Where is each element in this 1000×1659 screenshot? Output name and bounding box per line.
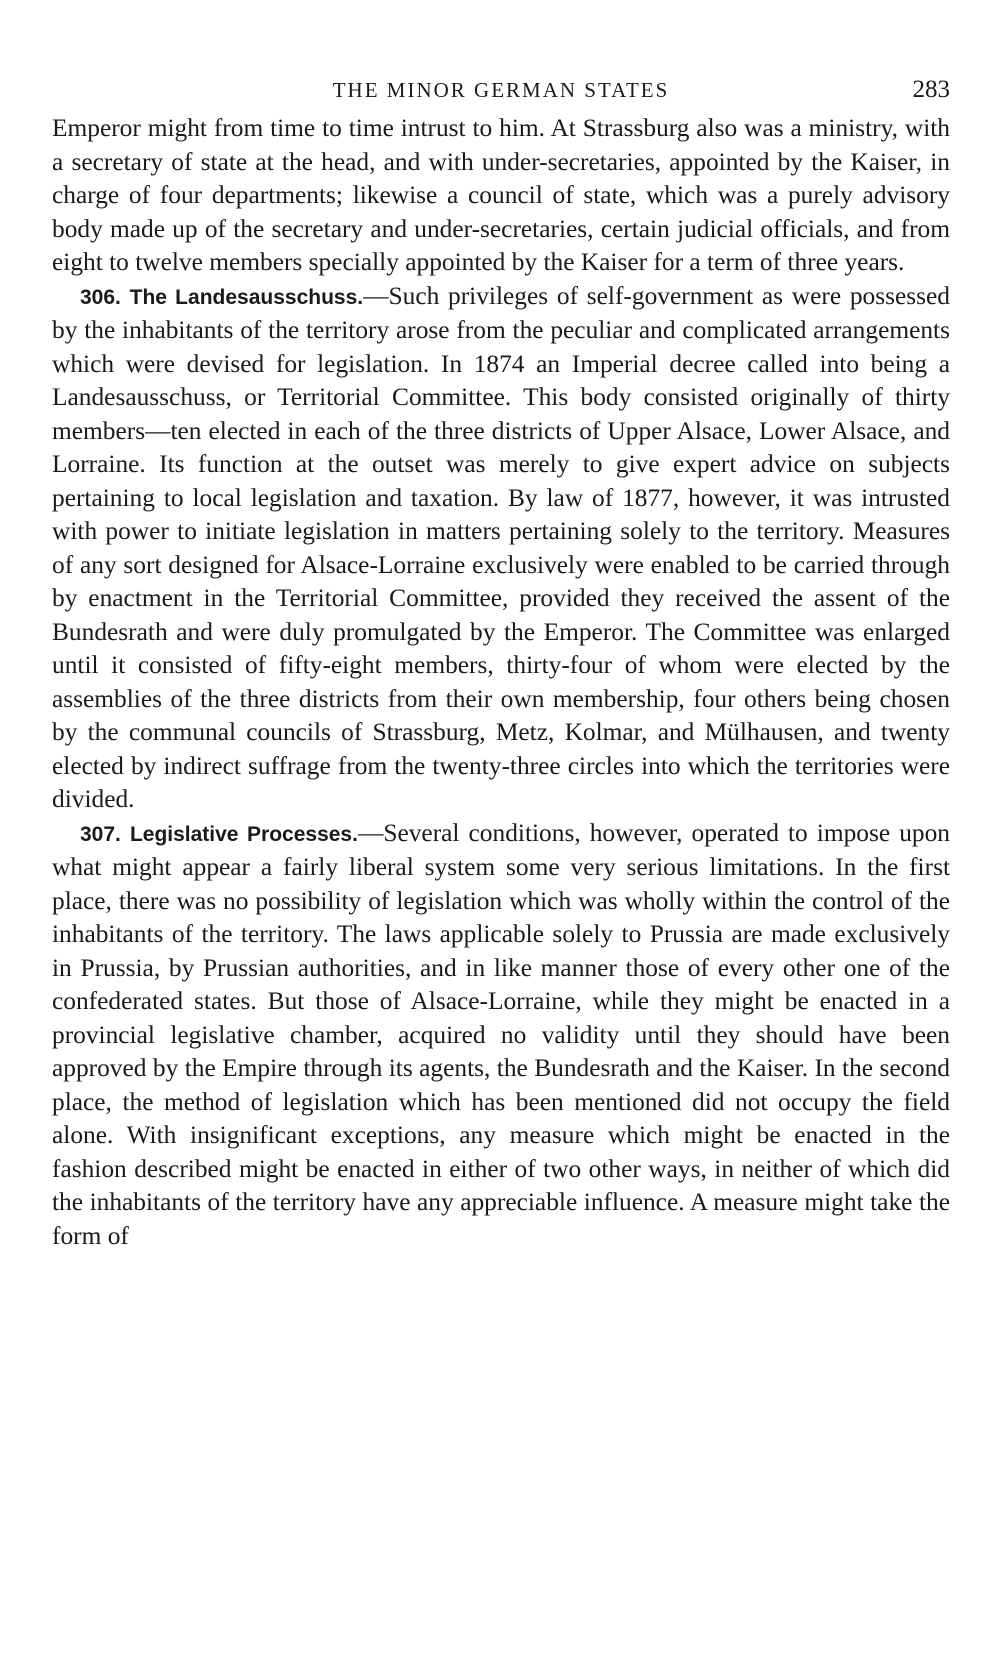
section-number: 306. (80, 285, 121, 309)
section-heading: Legislative Processes. (129, 822, 358, 846)
section-number: 307. (80, 822, 121, 846)
page-number: 283 (912, 76, 950, 103)
section-307 (52, 817, 950, 1254)
section-text: —Such privileges of self-government as were possessed by the inhabitants of the territory arose from the peculiar and complicated arrangements which were devised for legislation. In 1874 an Imperial decree called into being a Landesausschuss, or Territorial Committee. This body consisted originally of thirty members—ten elected in each of the three districts of Upper Alsace, Lower Alsace, and Lorraine. Its function at the outset was merely to give expert advice on subjects pertaining to local legislation and taxation. By law of 1877, however, it was intrusted with power to initiate legislation in matters pertaining solely to the territory. Measures of any sort designed for Alsace-Lorraine exclusively were enabled to be carried through by enactment in the Territorial Committee, provided they received the assent of the Bundesrath and were duly promulgated by the Emperor. The Committee was enlarged until it consisted of fifty-eight members, thirty-four of whom were elected by the assemblies of the three districts from their own membership, four others being chosen by the communal councils of Strassburg, Metz, Kolmar, and Mülhausen, and twenty elected by indirect suffrage from the twenty-three circles into which the territories were divided. (52, 281, 950, 813)
section-306 (52, 280, 950, 817)
section-heading: The Landesausschuss. (129, 285, 364, 309)
book-page (52, 68, 950, 1253)
section-text: —Several conditions, however, operated to impose upon what might appear a fairly liberal system some very serious limitations. In the first place, there was no possibility of legislation which was wholly within the control of the inhabitants of the territory. The laws applicable solely to Prussia are made exclusively in Prussia, by Prussian authorities, and in like manner those of every other one of the confederated states. But those of Alsace-Lorraine, while they might be enacted in a provincial legislative chamber, acquired no validity until they should have been approved by the Empire through its agents, the Bundesrath and the Kaiser. In the second place, the method of legislation which has been mentioned did not occupy the field alone. With insignificant exceptions, any measure which might be enacted in the fashion described might be enacted in either of two other ways, in neither of which did the inhabitants of the territory have any appreciable influence. A measure might take the form of (52, 818, 950, 1250)
running-title: THE MINOR GERMAN STATES (332, 78, 670, 102)
running-head (52, 68, 950, 112)
paragraph-text: Emperor might from time to time intrust to him. At Strassburg also was a ministry, with a secretary of state at the head, and with under-secretaries, appointed by the Kaiser, in charge of four departments; likewise a council of state, which was a purely advisory body made up of the secretary and under-secretaries, certain judicial officials, and from eight to twelve members specially appointed by the Kaiser for a term of three years. (52, 114, 950, 276)
paragraph-continued (52, 112, 950, 280)
